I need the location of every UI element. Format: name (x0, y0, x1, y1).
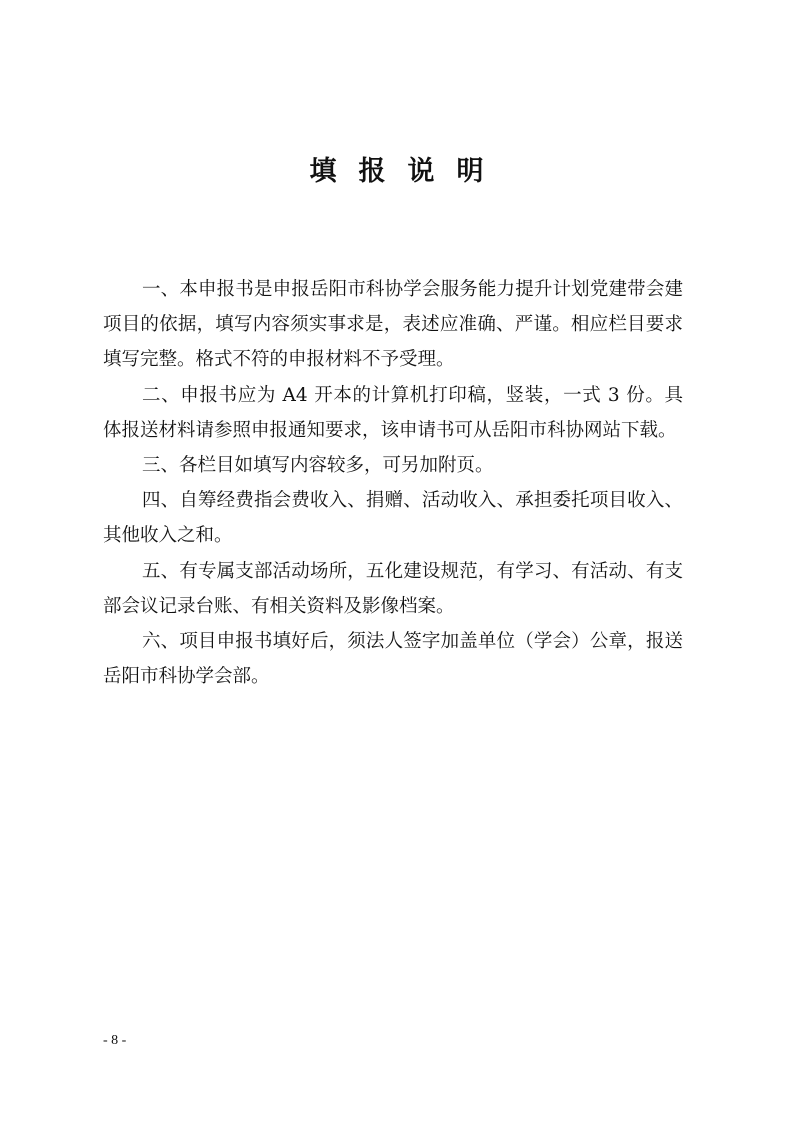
instruction-paragraph-1: 一、本申报书是申报岳阳市科协学会服务能力提升计划党建带会建项目的依据，填写内容须实事求是，表述应准确、严谨。相应栏目要求填写完整。格式不符的申报材料不予受理。 (103, 279, 683, 371)
instruction-paragraph-4: 四、自筹经费指会费收入、捐赠、活动收入、承担委托项目收入、其他收入之和。 (103, 490, 683, 547)
instructions-body (103, 272, 683, 694)
instruction-paragraph-2: 二、申报书应为 A4 开本的计算机打印稿，竖装，一式 3 份。具体报送材料请参照申报通知要求，该申请书可从岳阳市科协网站下载。 (103, 384, 683, 441)
instruction-paragraph-5: 五、有专属支部活动场所，五化建设规范，有学习、有活动、有支部会议记录台账、有相关资料及影像档案。 (103, 560, 683, 617)
page-number: - 8 - (103, 1033, 127, 1048)
instruction-paragraph-3: 三、各栏目如填写内容较多，可另加附页。 (142, 455, 494, 477)
page-title: 填报说明 (309, 156, 506, 187)
instruction-paragraph-6: 六、项目申报书填好后，须法人签字加盖单位（学会）公章，报送岳阳市科协学会部。 (103, 631, 683, 688)
